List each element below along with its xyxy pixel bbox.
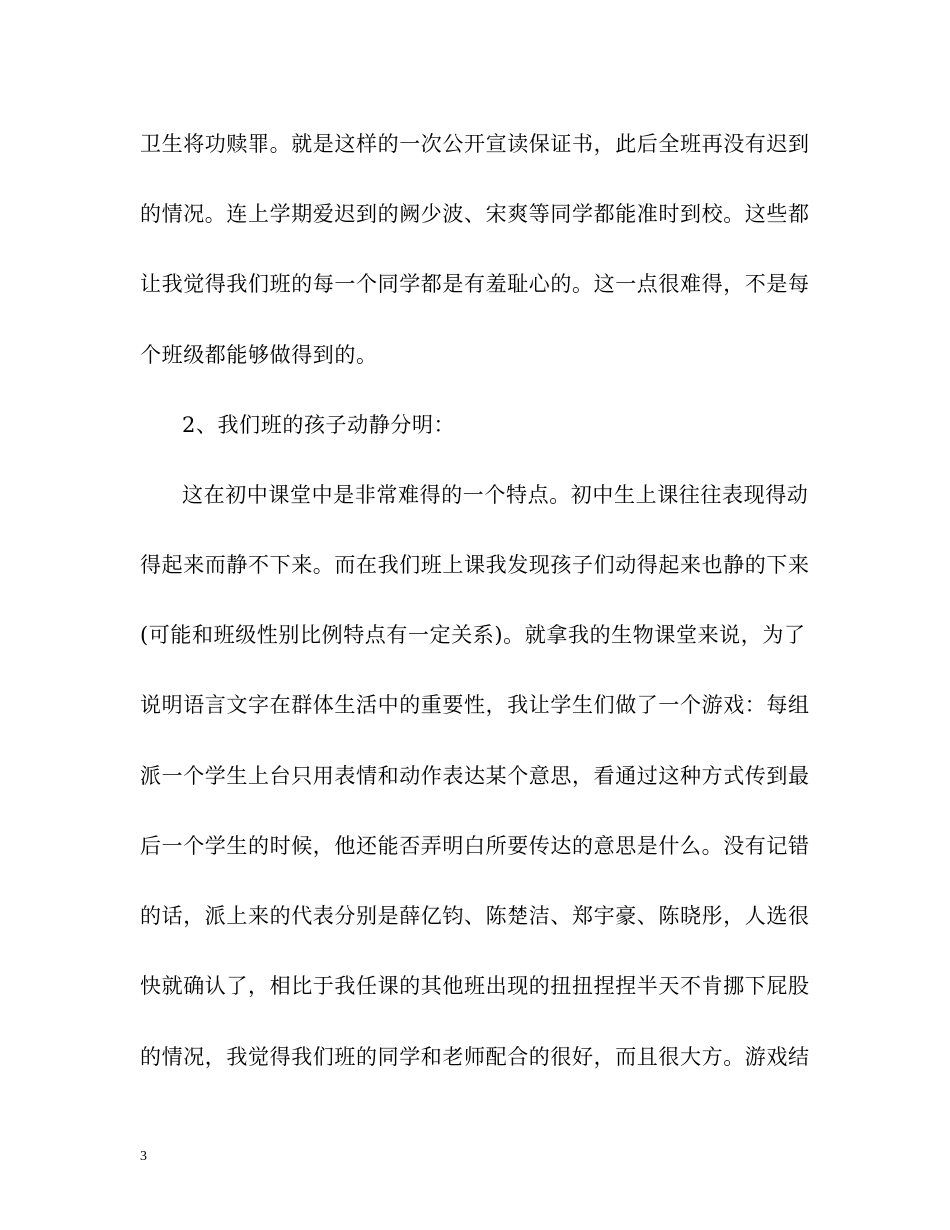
text-line-11: 后一个学生的时候，他还能否弄明白所要传达的意思是什么。没有记错 — [140, 834, 810, 858]
page-number: 3 — [140, 1149, 147, 1164]
text-line-12: 的话，派上来的代表分别是薛亿钧、陈楚洁、郑宇豪、陈晓彤，人选很 — [140, 904, 810, 928]
text-line-3: 让我觉得我们班的每一个同学都是有羞耻心的。这一点很难得，不是每 — [140, 272, 810, 296]
text-line-2: 的情况。连上学期爱迟到的阙少波、宋爽等同学都能准时到校。这些都 — [140, 202, 810, 226]
text-line-13: 快就确认了，相比于我任课的其他班出现的扭扭捏捏半天不肯挪下屁股 — [140, 974, 810, 998]
section-heading: 2、我们班的孩子动静分明： — [182, 413, 456, 437]
text-line-10: 派一个学生上台只用表情和动作表达某个意思，看通过这种方式传到最 — [140, 764, 810, 788]
text-line-4: 个班级都能够做得到的。 — [140, 343, 378, 367]
text-line-6: 这在初中课堂中是非常难得的一个特点。初中生上课往往表现得动 — [182, 483, 809, 507]
text-line-1: 卫生将功赎罪。就是这样的一次公开宣读保证书，此后全班再没有迟到 — [140, 132, 810, 156]
text-line-14: 的情况，我觉得我们班的同学和老师配合的很好，而且很大方。游戏结 — [140, 1045, 810, 1069]
text-line-9: 说明语言文字在群体生活中的重要性，我让学生们做了一个游戏：每组 — [140, 693, 810, 717]
text-line-8: (可能和班级性别比例特点有一定关系)。就拿我的生物课堂来说，为了 — [140, 623, 806, 647]
text-line-7: 得起来而静不下来。而在我们班上课我发现孩子们动得起来也静的下来 — [140, 553, 810, 577]
